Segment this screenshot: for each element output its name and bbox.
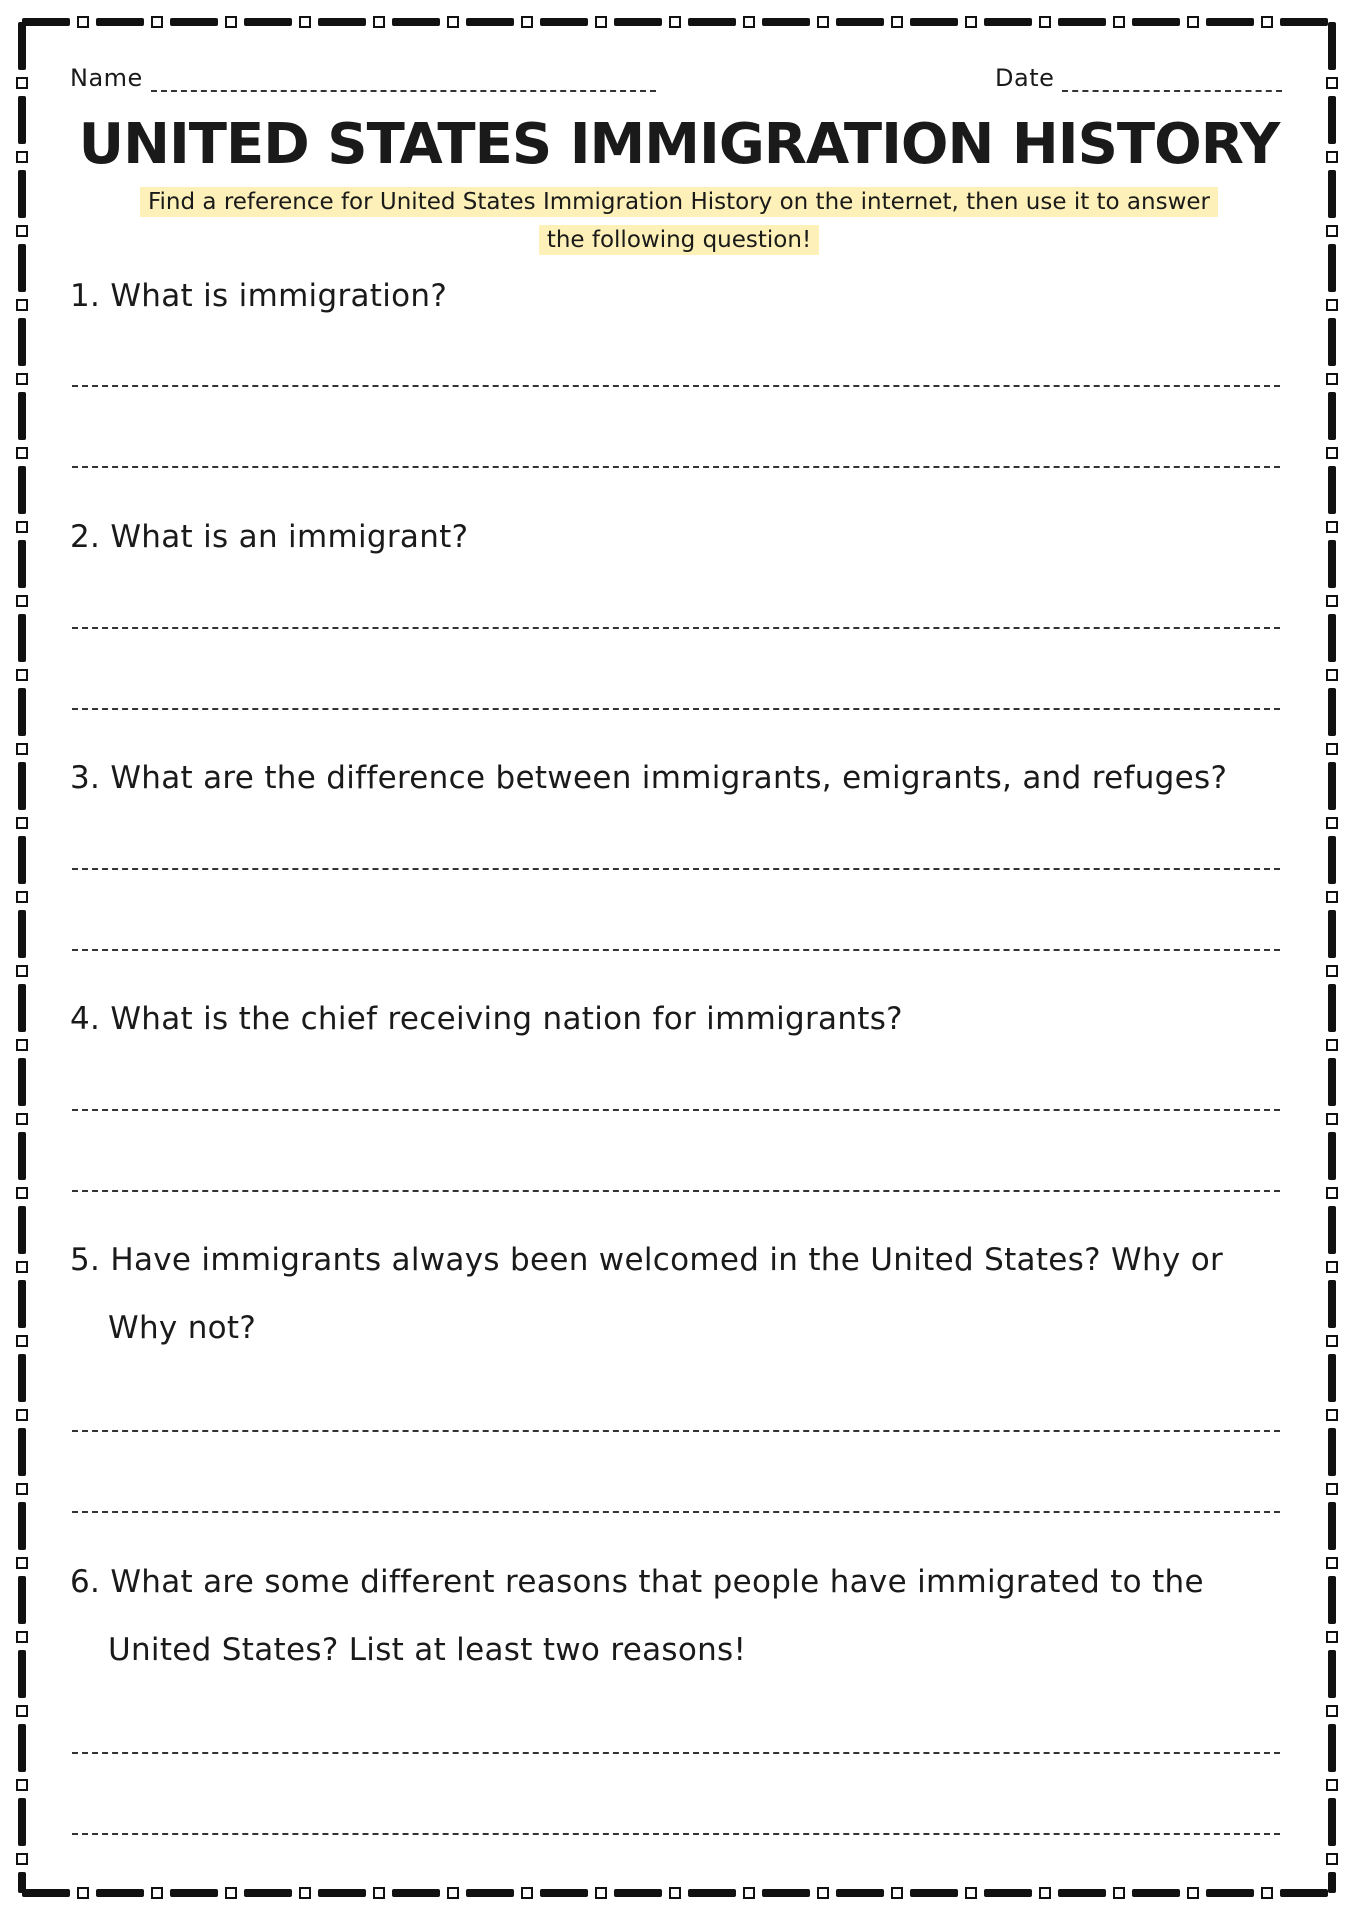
border-segment: [522, 17, 532, 27]
border-segment: [17, 78, 27, 88]
border-segment: [744, 17, 754, 27]
border-segment: [17, 966, 27, 976]
border-segment: [1206, 18, 1254, 26]
question-4: [70, 1001, 1290, 1037]
border-segment: [18, 910, 26, 958]
border-segment: [1327, 744, 1337, 754]
border-segment: [836, 18, 884, 26]
border-segment: [1328, 1354, 1336, 1402]
border-segment: [1114, 1888, 1124, 1898]
question-text: 3. What are the difference between immigrants, emigrants, and refuges?: [70, 760, 1228, 796]
question-text: 5. Have immigrants always been welcomed in the United States? Why or: [70, 1242, 1224, 1278]
border-segment: [1328, 170, 1336, 218]
border-segment: [688, 1889, 736, 1897]
question-text-continued: Why not?: [108, 1310, 257, 1346]
answer-line[interactable]: [72, 1430, 1280, 1432]
border-segment: [300, 1888, 310, 1898]
border-segment: [1040, 1888, 1050, 1898]
border-segment: [522, 1888, 532, 1898]
border-segment: [96, 1889, 144, 1897]
border-segment: [18, 466, 26, 514]
border-segment: [1328, 318, 1336, 366]
border-segment: [17, 300, 27, 310]
border-segment: [17, 226, 27, 236]
border-segment: [1327, 966, 1337, 976]
border-segment: [984, 1889, 1032, 1897]
border-segment: [448, 1888, 458, 1898]
border-segment: [1328, 540, 1336, 588]
border-segment: [1188, 1888, 1198, 1898]
border-segment: [1206, 1889, 1254, 1897]
border-segment: [614, 18, 662, 26]
border-segment: [300, 17, 310, 27]
border-segment: [1327, 1484, 1337, 1494]
border-segment: [1328, 466, 1336, 514]
border-segment: [18, 1280, 26, 1328]
border-segment: [1328, 1724, 1336, 1772]
border-segment: [1328, 910, 1336, 958]
border-segment: [17, 1188, 27, 1198]
border-segment: [1328, 836, 1336, 884]
date-blank-line[interactable]: [1062, 70, 1282, 92]
border-segment: [1328, 1428, 1336, 1476]
border-segment: [1327, 1706, 1337, 1716]
border-segment: [1327, 78, 1337, 88]
border-segment: [1327, 670, 1337, 680]
border-segment: [818, 1888, 828, 1898]
worksheet-title: UNITED STATES IMMIGRATION HISTORY: [78, 112, 1280, 177]
border-segment: [18, 1872, 26, 1893]
border-segment: [540, 1889, 588, 1897]
border-segment: [1327, 448, 1337, 458]
border-segment: [18, 1058, 26, 1106]
border-segment: [1327, 1780, 1337, 1790]
question-text: 4. What is the chief receiving nation for immigrants?: [70, 1001, 903, 1037]
question-text: 6. What are some different reasons that people have immigrated to the: [70, 1564, 1204, 1600]
border-segment: [836, 1889, 884, 1897]
border-segment: [17, 1410, 27, 1420]
border-segment: [1327, 1632, 1337, 1642]
border-segment: [18, 1502, 26, 1550]
border-segment: [1327, 522, 1337, 532]
border-segment: [1327, 892, 1337, 902]
border-segment: [17, 1114, 27, 1124]
question-text: 1. What is immigration?: [70, 278, 448, 314]
header-row: [70, 64, 1288, 104]
border-segment: [170, 18, 218, 26]
border-segment: [1328, 688, 1336, 736]
border-segment: [596, 1888, 606, 1898]
name-field[interactable]: [70, 64, 656, 92]
border-segment: [892, 1888, 902, 1898]
border-segment: [466, 18, 514, 26]
border-segment: [1328, 1058, 1336, 1106]
border-segment: [1327, 1040, 1337, 1050]
border-segment: [984, 18, 1032, 26]
border-segment: [22, 1889, 70, 1897]
border-segment: [17, 1558, 27, 1568]
border-segment: [1328, 1132, 1336, 1180]
border-segment: [170, 1889, 218, 1897]
answer-line[interactable]: [72, 1752, 1280, 1754]
border-segment: [762, 18, 810, 26]
instructions-line-1: Find a reference for United States Immigration History on the internet, then use it to answer: [140, 187, 1218, 217]
question-5: [70, 1242, 1290, 1346]
answer-line[interactable]: [72, 1833, 1280, 1835]
border-segment: [17, 1262, 27, 1272]
border-segment: [1327, 1336, 1337, 1346]
question-3: [70, 760, 1290, 796]
border-segment: [1328, 392, 1336, 440]
answer-line[interactable]: [72, 949, 1280, 951]
border-segment: [226, 1888, 236, 1898]
border-segment: [18, 392, 26, 440]
border-segment: [17, 1780, 27, 1790]
border-segment: [448, 17, 458, 27]
border-segment: [96, 18, 144, 26]
border-segment: [1262, 1888, 1272, 1898]
border-segment: [17, 1706, 27, 1716]
border-segment: [1328, 1872, 1336, 1893]
border-segment: [1188, 17, 1198, 27]
border-segment: [18, 984, 26, 1032]
border-segment: [18, 1650, 26, 1698]
border-segment: [1132, 18, 1180, 26]
border-segment: [17, 744, 27, 754]
border-segment: [17, 1854, 27, 1864]
border-segment: [17, 892, 27, 902]
border-segment: [374, 1888, 384, 1898]
answer-line[interactable]: [72, 868, 1280, 870]
border-segment: [1280, 18, 1328, 26]
border-segment: [1328, 1280, 1336, 1328]
border-segment: [18, 318, 26, 366]
border-segment: [22, 18, 70, 26]
border-segment: [1328, 1502, 1336, 1550]
border-segment: [1280, 1889, 1328, 1897]
instructions: [110, 183, 1248, 259]
border-segment: [1327, 374, 1337, 384]
border-segment: [152, 1888, 162, 1898]
question-1: [70, 278, 1290, 314]
date-field[interactable]: [995, 64, 1282, 92]
border-segment: [1114, 17, 1124, 27]
border-segment: [670, 17, 680, 27]
instructions-line-2: the following question!: [539, 225, 819, 255]
border-segment: [17, 1336, 27, 1346]
border-segment: [17, 1632, 27, 1642]
border-segment: [244, 18, 292, 26]
border-segment: [818, 17, 828, 27]
border-segment: [744, 1888, 754, 1898]
border-segment: [1328, 1798, 1336, 1846]
border-segment: [1058, 18, 1106, 26]
border-segment: [78, 17, 88, 27]
border-segment: [17, 596, 27, 606]
border-segment: [1327, 1558, 1337, 1568]
border-segment: [1327, 1114, 1337, 1124]
border-segment: [1328, 984, 1336, 1032]
border-segment: [892, 17, 902, 27]
answer-line[interactable]: [72, 627, 1280, 629]
border-segment: [318, 18, 366, 26]
border-segment: [1262, 17, 1272, 27]
border-segment: [17, 1040, 27, 1050]
border-segment: [596, 17, 606, 27]
border-segment: [1328, 1576, 1336, 1624]
border-segment: [78, 1888, 88, 1898]
border-segment: [966, 1888, 976, 1898]
border-segment: [18, 688, 26, 736]
border-segment: [1040, 17, 1050, 27]
border-segment: [18, 22, 26, 70]
border-segment: [466, 1889, 514, 1897]
border-segment: [17, 448, 27, 458]
border-segment: [1327, 818, 1337, 828]
border-segment: [1132, 1889, 1180, 1897]
answer-line[interactable]: [72, 466, 1280, 468]
border-segment: [1328, 244, 1336, 292]
answer-line[interactable]: [72, 1511, 1280, 1513]
border-segment: [1327, 1854, 1337, 1864]
border-segment: [374, 17, 384, 27]
border-segment: [1058, 1889, 1106, 1897]
border-segment: [18, 1798, 26, 1846]
question-text-continued: United States? List at least two reasons!: [108, 1632, 747, 1668]
border-segment: [18, 540, 26, 588]
border-segment: [910, 18, 958, 26]
border-segment: [1327, 300, 1337, 310]
border-segment: [910, 1889, 958, 1897]
border-segment: [392, 1889, 440, 1897]
border-segment: [1327, 1262, 1337, 1272]
border-segment: [17, 1484, 27, 1494]
border-segment: [17, 670, 27, 680]
border-segment: [1327, 1188, 1337, 1198]
border-segment: [670, 1888, 680, 1898]
border-segment: [1328, 762, 1336, 810]
border-segment: [762, 1889, 810, 1897]
border-segment: [18, 836, 26, 884]
answer-line[interactable]: [72, 385, 1280, 387]
border-segment: [1328, 1206, 1336, 1254]
border-segment: [244, 1889, 292, 1897]
border-segment: [18, 1206, 26, 1254]
answer-line[interactable]: [72, 1190, 1280, 1192]
border-segment: [1328, 22, 1336, 70]
border-segment: [18, 762, 26, 810]
border-segment: [1327, 596, 1337, 606]
border-segment: [614, 1889, 662, 1897]
border-segment: [18, 1354, 26, 1402]
border-segment: [18, 1576, 26, 1624]
border-segment: [18, 1724, 26, 1772]
border-segment: [1327, 1410, 1337, 1420]
name-label: Name: [70, 64, 143, 92]
question-6: [70, 1564, 1290, 1668]
border-segment: [392, 18, 440, 26]
border-segment: [226, 17, 236, 27]
border-segment: [540, 18, 588, 26]
border-segment: [1328, 614, 1336, 662]
border-segment: [1328, 1650, 1336, 1698]
border-segment: [966, 17, 976, 27]
border-segment: [18, 1428, 26, 1476]
border-segment: [1327, 226, 1337, 236]
date-label: Date: [995, 64, 1055, 92]
border-segment: [18, 614, 26, 662]
border-segment: [688, 18, 736, 26]
question-2: [70, 519, 1290, 555]
border-segment: [318, 1889, 366, 1897]
border-segment: [18, 170, 26, 218]
border-segment: [17, 818, 27, 828]
question-text: 2. What is an immigrant?: [70, 519, 469, 555]
border-segment: [18, 244, 26, 292]
answer-line[interactable]: [72, 708, 1280, 710]
name-blank-line[interactable]: [151, 70, 656, 92]
border-segment: [152, 17, 162, 27]
border-segment: [18, 1132, 26, 1180]
border-segment: [17, 374, 27, 384]
border-segment: [17, 522, 27, 532]
answer-line[interactable]: [72, 1109, 1280, 1111]
